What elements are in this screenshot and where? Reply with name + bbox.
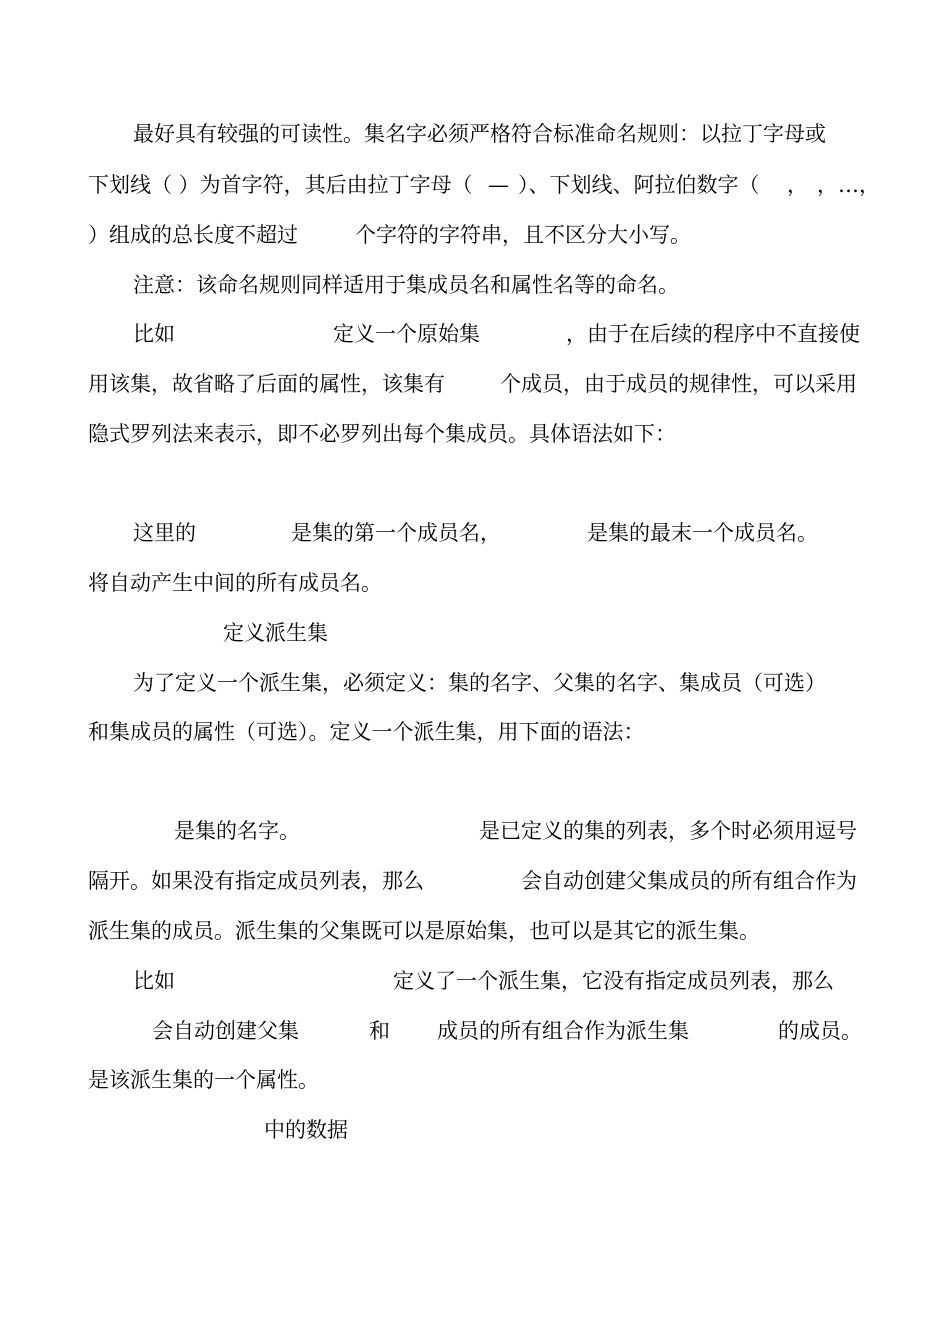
text-segment: 会自动创建父集 [152, 1019, 299, 1043]
text-segment: ）组成的总长度不超过 [88, 223, 298, 247]
text-segment: 个成员，由于成员的规律性，可以采用 [500, 372, 857, 396]
text-line [0, 911, 950, 951]
section-heading [0, 1110, 950, 1150]
text-segment: 中的数据 [264, 1118, 348, 1142]
text-line [0, 414, 950, 454]
text-line [0, 861, 950, 901]
text-segment: 这里的 [133, 521, 196, 545]
text-line [0, 513, 950, 553]
text-segment: 下划线（ ）为首字符，其后由拉丁字母（ [88, 173, 473, 197]
text-line [0, 165, 950, 205]
text-segment: ，由于在后续的程序中不直接使 [566, 322, 860, 346]
text-segment: 隐式罗列法来表示，即不必罗列出每个集成员。具体语法如下： [88, 422, 676, 446]
text-segment: 是集的名字。 [174, 819, 300, 843]
text-line [0, 265, 950, 305]
text-segment: 为了定义一个派生集，必须定义：集的名字、父集的名字、集成员（可选） [133, 671, 826, 695]
text-segment: 和集成员的属性（可选）。定义一个派生集，用下面的语法： [88, 720, 645, 744]
text-line [0, 961, 950, 1001]
text-segment: ，…， [817, 173, 880, 197]
text-line [0, 114, 950, 154]
text-segment: 注意：该命名规则同样适用于集成员名和属性名等的命名。 [133, 273, 679, 297]
text-line [0, 811, 950, 851]
text-segment: 会自动创建父集成员的所有组合作为 [521, 869, 857, 893]
section-heading [0, 613, 950, 653]
text-segment: — [488, 173, 509, 197]
text-segment: 比如 [133, 969, 175, 993]
text-segment: 成员的所有组合作为派生集 [437, 1019, 689, 1043]
text-line [0, 563, 950, 603]
text-segment: 定义一个原始集 [333, 322, 480, 346]
text-segment: 定义派生集 [223, 621, 328, 645]
text-segment: 比如 [133, 322, 175, 346]
text-segment: 是已定义的集的列表，多个时必须用逗号 [479, 819, 857, 843]
text-segment: 是该派生集的一个属性。 [88, 1068, 319, 1092]
text-segment: ， [787, 173, 808, 197]
text-line [0, 364, 950, 404]
text-segment: 是集的第一个成员名， [291, 521, 501, 545]
text-line [0, 1011, 950, 1051]
text-segment: ）、下划线、阿拉伯数字（ [518, 173, 760, 197]
text-segment: 最好具有较强的可读性。集名字必须严格符合标准命名规则：以拉丁字母或 [133, 122, 826, 146]
text-segment: 用该集，故省略了后面的属性，该集有 [88, 372, 445, 396]
text-segment: 的成员。 [778, 1019, 862, 1043]
text-line [0, 215, 950, 255]
text-segment: 定义了一个派生集，它没有指定成员列表，那么 [393, 969, 834, 993]
text-line [0, 712, 950, 752]
text-segment: 将自动产生中间的所有成员名。 [88, 571, 382, 595]
text-line [0, 663, 950, 703]
text-segment: 个字符的字符串，且不区分大小写。 [355, 223, 691, 247]
text-segment: 派生集的成员。派生集的父集既可以是原始集，也可以是其它的派生集。 [88, 919, 760, 943]
text-line [0, 314, 950, 354]
text-segment: 是集的最末一个成员名。 [587, 521, 818, 545]
text-segment: 隔开。如果没有指定成员列表，那么 [88, 869, 424, 893]
text-line [0, 1060, 950, 1100]
text-segment: 和 [369, 1019, 390, 1043]
